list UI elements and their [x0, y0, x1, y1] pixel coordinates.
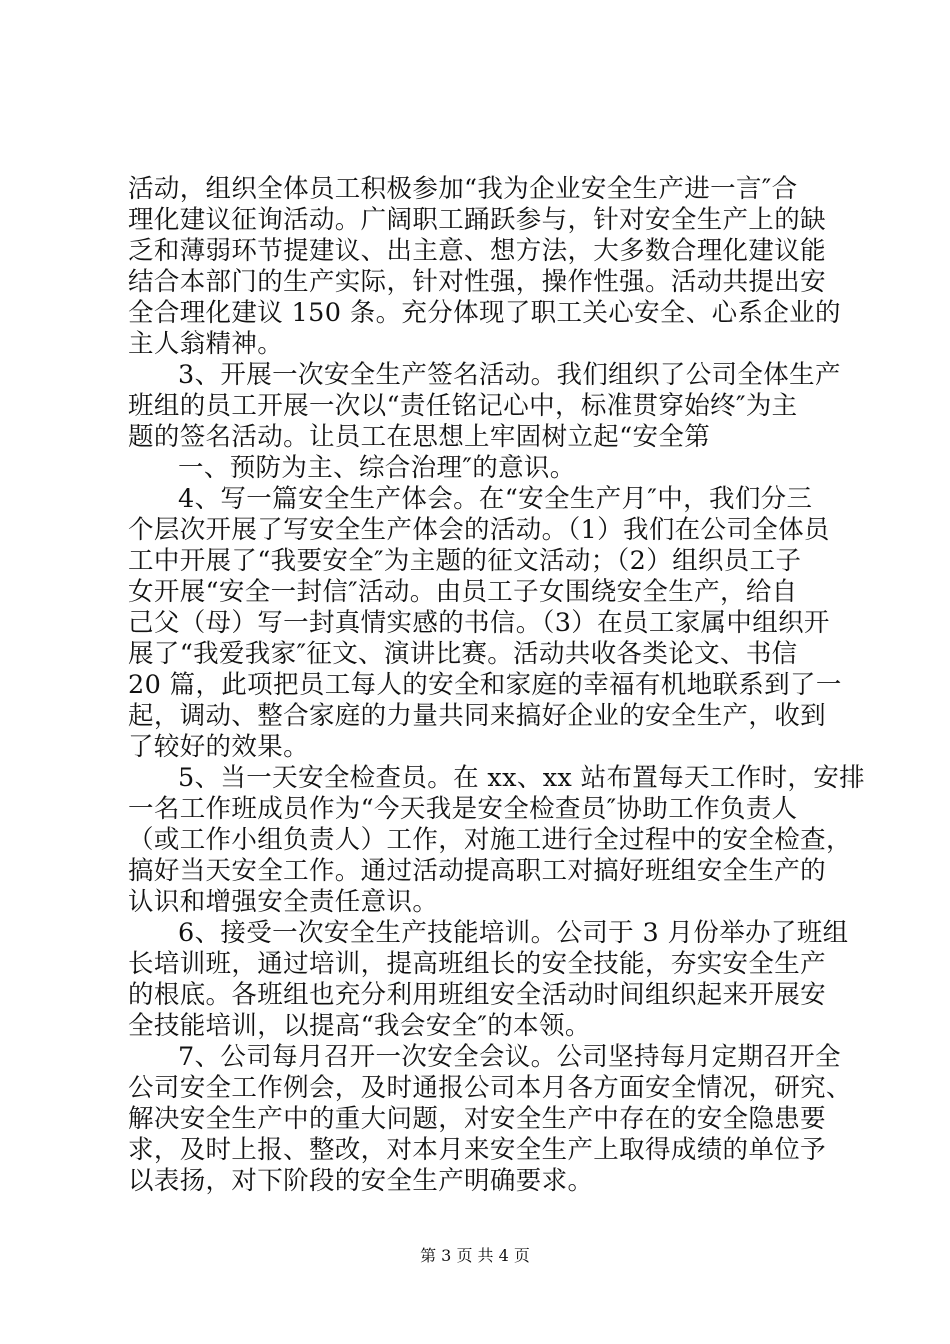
text-line: 解决安全生产中的重大问题，对安全生产中存在的安全隐患要 [128, 1104, 826, 1134]
text-line: 理化建议征询活动。广阔职工踊跃参与，针对安全生产上的缺 [128, 205, 826, 235]
text-line: 工中开展了“我要安全″为主题的征文活动；（2）组织员工子 [128, 546, 802, 576]
text-line: 5、当一天安全检查员。在 xx、xx 站布置每天工作时，安排 [178, 763, 865, 793]
text-line: 一名工作班成员作为“今天我是安全检查员″协助工作负责人 [128, 794, 798, 824]
text-line: 全合理化建议 150 条。充分体现了职工关心安全、心系企业的 [128, 298, 841, 328]
text-line: 长培训班，通过培训，提高班组长的安全技能，夯实安全生产 [128, 949, 826, 979]
text-line: 的根底。各班组也充分利用班组安全活动时间组织起来开展安 [128, 980, 826, 1010]
text-line: 7、公司每月召开一次安全会议。公司坚持每月定期召开全 [178, 1042, 841, 1072]
text-line: 认识和增强安全责任意识。 [128, 887, 439, 917]
text-line: 己父（母）写一封真情实感的书信。（3）在员工家属中组织开 [128, 608, 830, 638]
text-line: 求，及时上报、整改，对本月来安全生产上取得成绩的单位予 [128, 1135, 826, 1165]
text-line: （或工作小组负责人）工作，对施工进行全过程中的安全检查， [128, 825, 852, 855]
text-line: 以表扬，对下阶段的安全生产明确要求。 [128, 1166, 594, 1196]
text-line: 3、开展一次安全生产签名活动。我们组织了公司全体生产 [178, 360, 841, 390]
text-line: 20 篇，此项把员工每人的安全和家庭的幸福有机地联系到了一 [128, 670, 842, 700]
text-line: 题的签名活动。让员工在思想上牢固树立起“安全第 [128, 422, 711, 452]
text-line: 乏和薄弱环节提建议、出主意、想方法，大多数合理化建议能 [128, 236, 826, 266]
text-line: 女开展“安全一封信″活动。由员工子女围绕安全生产，给自 [128, 577, 798, 607]
text-line: 了较好的效果。 [128, 732, 309, 762]
text-line: 6、接受一次安全生产技能培训。公司于 3 月份举办了班组 [178, 918, 849, 948]
text-line: 展了“我爱我家″征文、演讲比赛。活动共收各类论文、书信 [128, 639, 798, 669]
text-line: 公司安全工作例会，及时通报公司本月各方面安全情况，研究、 [128, 1073, 852, 1103]
text-line: 一、预防为主、综合治理″的意识。 [178, 453, 576, 483]
text-line: 4、写一篇安全生产体会。在“安全生产月″中，我们分三 [178, 484, 813, 514]
page-number-footer: 第 3 页 共 4 页 [420, 1246, 530, 1265]
text-line: 班组的员工开展一次以“责任铭记心中，标准贯穿始终″为主 [128, 391, 798, 421]
text-line: 活动，组织全体员工积极参加“我为企业安全生产进一言″合 [128, 174, 798, 204]
text-line: 主人翁精神。 [128, 329, 284, 359]
text-line: 全技能培训，以提高“我会安全″的本领。 [128, 1011, 591, 1041]
text-line: 起，调动、整合家庭的力量共同来搞好企业的安全生产，收到 [128, 701, 826, 731]
document-body [128, 174, 865, 1197]
text-line: 搞好当天安全工作。通过活动提高职工对搞好班组安全生产的 [128, 856, 826, 886]
text-line: 结合本部门的生产实际，针对性强，操作性强。活动共提出安 [128, 267, 826, 297]
text-line: 个层次开展了写安全生产体会的活动。（1）我们在公司全体员 [128, 515, 830, 545]
